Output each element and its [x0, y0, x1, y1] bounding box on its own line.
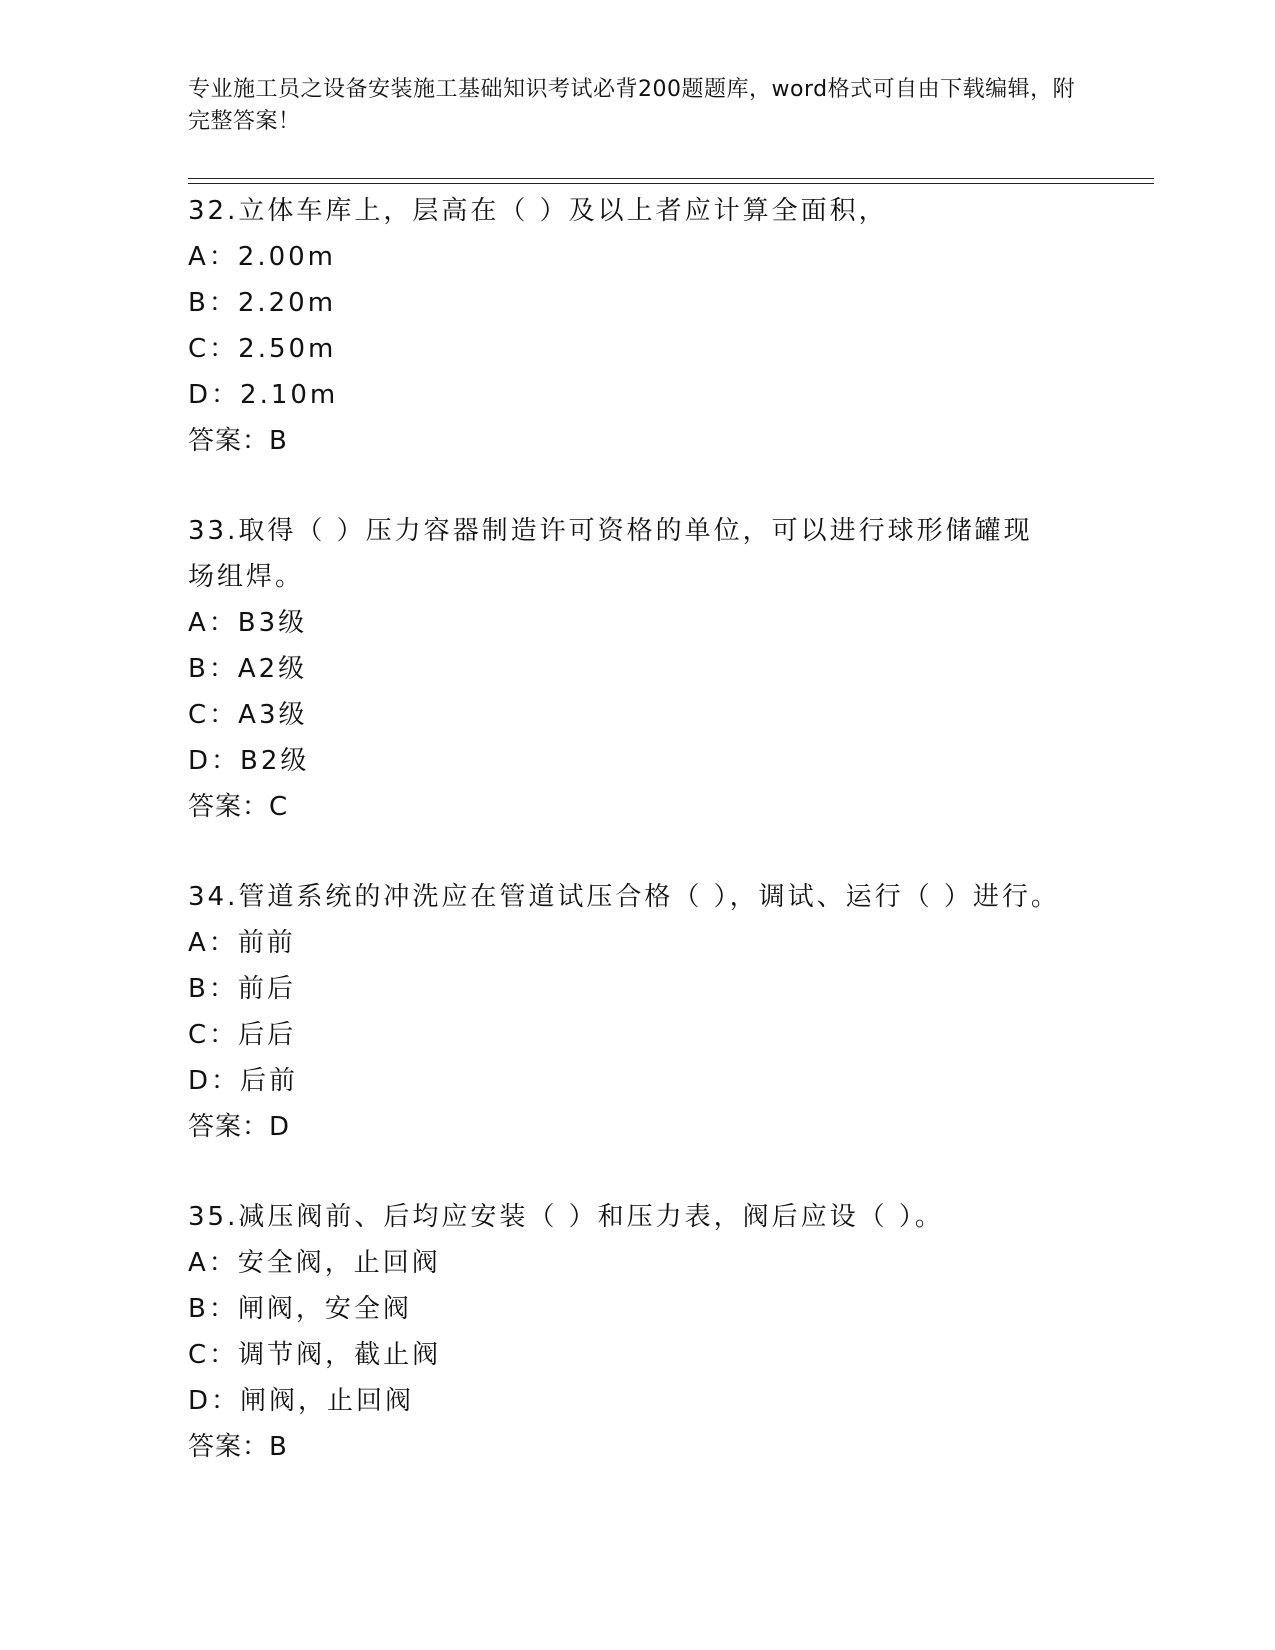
option-d: D：闸阀，止回阀 [188, 1386, 415, 1416]
question-32 [188, 188, 1088, 464]
document-header: 专业施工员之设备安装施工基础知识考试必背200题题库，word格式可自由下载编辑，附完整答案！ [188, 77, 1076, 134]
option-d: D：后前 [188, 1066, 299, 1096]
question-stem: 34.管道系统的冲洗应在管道试压合格（ ），调试、运行（ ）进行。 [188, 882, 1060, 912]
question-35 [188, 1194, 1088, 1470]
answer: 答案：C [188, 792, 289, 822]
question-34 [188, 874, 1088, 1150]
option-b: B：A2级 [188, 654, 308, 684]
header-divider-bottom [188, 183, 1154, 184]
option-b: B：闸阀，安全阀 [188, 1294, 412, 1324]
answer: 答案：B [188, 1432, 288, 1462]
question-stem: 35.减压阀前、后均应安装（ ）和压力表，阀后应设（ ）。 [188, 1202, 944, 1232]
option-d: D：2.10m [188, 380, 339, 410]
answer: 答案：B [188, 426, 288, 456]
option-d: D：B2级 [188, 746, 310, 776]
option-a: A：2.00m [188, 242, 337, 272]
question-stem: 33.取得（ ）压力容器制造许可资格的单位，可以进行球形储罐现场组焊。 [188, 516, 1033, 592]
option-c: C：调节阀，截止阀 [188, 1340, 442, 1370]
option-a: A：安全阀，止回阀 [188, 1248, 441, 1278]
header-divider-top [188, 178, 1154, 179]
option-c: C：A3级 [188, 700, 308, 730]
option-a: A：前前 [188, 928, 296, 958]
option-c: C：后后 [188, 1020, 297, 1050]
answer: 答案：D [188, 1112, 291, 1142]
question-33 [188, 508, 1088, 830]
option-a: A：B3级 [188, 608, 308, 638]
option-c: C：2.50m [188, 334, 337, 364]
option-b: B：2.20m [188, 288, 337, 318]
question-stem: 32.立体车库上，层高在（ ）及以上者应计算全面积， [188, 196, 888, 226]
option-b: B：前后 [188, 974, 296, 1004]
